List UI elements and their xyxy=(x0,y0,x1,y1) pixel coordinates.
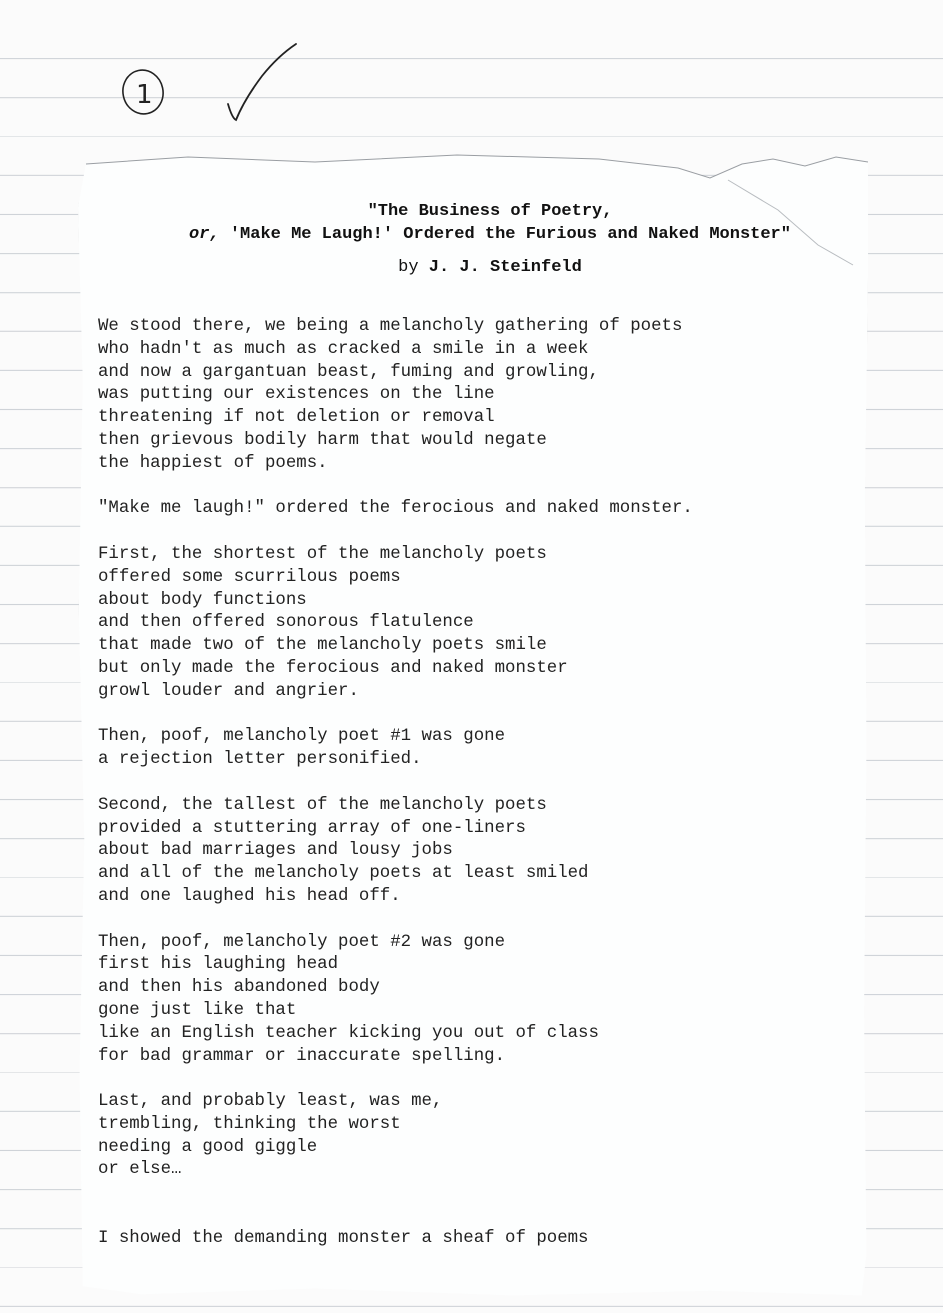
title-line-2 xyxy=(90,223,890,246)
poem-line: that made two of the melancholy poets smile xyxy=(98,636,547,656)
poem-line: We stood there, we being a melancholy gathering of poets xyxy=(98,317,683,336)
poem-line: Last, and probably least, was me, xyxy=(98,1092,443,1112)
page-number-text: 1 xyxy=(136,80,153,110)
poem-line: and all of the melancholy poets at least smiled xyxy=(98,864,589,884)
poem-line: and then offered sonorous flatulence xyxy=(98,613,474,633)
poem-line: First, the shortest of the melancholy poets xyxy=(98,544,547,564)
poem-line: trembling, thinking the worst xyxy=(98,1114,401,1134)
poem-line: Then, poof, melancholy poet #2 was gone xyxy=(98,932,506,952)
stanza-8 xyxy=(98,1228,858,1251)
poem-line: Second, the tallest of the melancholy poets xyxy=(98,795,547,815)
title-line-1: "The Business of Poetry, xyxy=(367,202,613,221)
byline-prefix: by xyxy=(398,258,429,277)
stanza-3 xyxy=(98,544,858,704)
circled-page-number xyxy=(118,62,178,122)
poem-line: Then, poof, melancholy poet #1 was gone xyxy=(98,727,506,747)
poem-title xyxy=(90,200,890,246)
poem-line: who hadn't as much as cracked a smile in a week xyxy=(98,339,589,359)
stanza-4 xyxy=(98,726,858,772)
poem-line: growl louder and angrier. xyxy=(98,681,359,701)
poem-line: threatening if not deletion or removal xyxy=(98,408,495,428)
stanza-5 xyxy=(98,795,858,909)
poem-line: and then his abandoned body xyxy=(98,978,380,998)
poem-line: then grievous bodily harm that would negate xyxy=(98,430,547,450)
title-line-2-prefix: or, xyxy=(189,225,220,244)
poem-line: and now a gargantuan beast, fuming and growling, xyxy=(98,362,599,382)
stanza-7 xyxy=(98,1091,858,1182)
poem-line: gone just like that xyxy=(98,1000,297,1020)
poem-line: a rejection letter personified. xyxy=(98,750,422,770)
check-icon xyxy=(222,40,302,130)
poem-body xyxy=(98,316,858,1273)
poem-line: or else… xyxy=(98,1160,182,1180)
poem-line: I showed the demanding monster a sheaf of poems xyxy=(98,1228,589,1248)
poem-line: like an English teacher kicking you out of class xyxy=(98,1023,599,1043)
byline xyxy=(90,258,890,277)
title-line-2-rest: 'Make Me Laugh!' Ordered the Furious and Naked Monster" xyxy=(219,225,791,244)
poem-line: about body functions xyxy=(98,590,307,610)
author-name: J. J. Steinfeld xyxy=(428,258,582,277)
poem-line: needing a good giggle xyxy=(98,1137,318,1157)
poem-line: offered some scurrilous poems xyxy=(98,567,401,587)
poem-line: but only made the ferocious and naked monster xyxy=(98,658,568,678)
poem-line: about bad marriages and lousy jobs xyxy=(98,841,453,861)
stanza-1 xyxy=(98,316,858,476)
poem-line: first his laughing head xyxy=(98,955,339,975)
poem-line: provided a stuttering array of one-liners xyxy=(98,818,526,838)
poem-line: and one laughed his head off. xyxy=(98,886,401,906)
stanza-6 xyxy=(98,932,858,1069)
poem-line: the happiest of poems. xyxy=(98,453,328,473)
poem-line: for bad grammar or inaccurate spelling. xyxy=(98,1046,506,1066)
poem-line: was putting our existences on the line xyxy=(98,385,495,405)
stanza-2 xyxy=(98,498,858,521)
poem-line: "Make me laugh!" ordered the ferocious and naked monster. xyxy=(98,499,693,519)
